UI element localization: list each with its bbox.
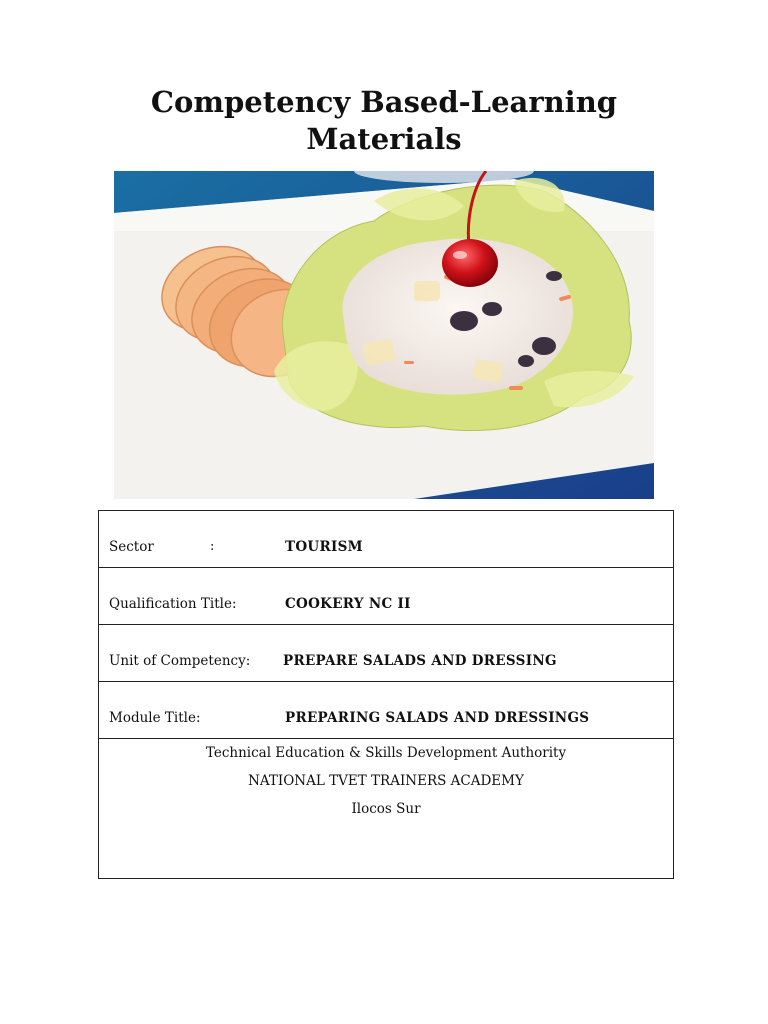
module-info-table [98, 510, 674, 879]
module-title-label: Module Title: [109, 710, 201, 726]
row-module-title [99, 682, 673, 739]
location: Ilocos Sur [351, 801, 421, 817]
row-sector [99, 511, 673, 568]
academy-name: NATIONAL TVET TRAINERS ACADEMY [248, 773, 524, 789]
qualification-title-value: COOKERY NC II [285, 596, 411, 612]
issuing-authority [99, 739, 673, 823]
sector-label: Sector [109, 539, 154, 555]
sector-value: TOURISM [285, 539, 363, 555]
row-qualification-title [99, 568, 673, 625]
sector-colon: : [210, 539, 215, 554]
unit-of-competency-label: Unit of Competency: [109, 653, 251, 669]
unit-of-competency-value: PREPARE SALADS AND DRESSING [283, 653, 557, 669]
title-line-2: Materials [306, 122, 462, 156]
salad-photo-icon [114, 171, 654, 499]
document-title [0, 84, 768, 158]
title-line-1: Competency Based-Learning [150, 85, 618, 119]
row-unit-of-competency [99, 625, 673, 682]
module-title-value: PREPARING SALADS AND DRESSINGS [285, 710, 590, 726]
cover-image [114, 171, 654, 499]
qualification-title-label: Qualification Title: [109, 596, 237, 612]
authority-name: Technical Education & Skills Development Authority [205, 745, 567, 761]
